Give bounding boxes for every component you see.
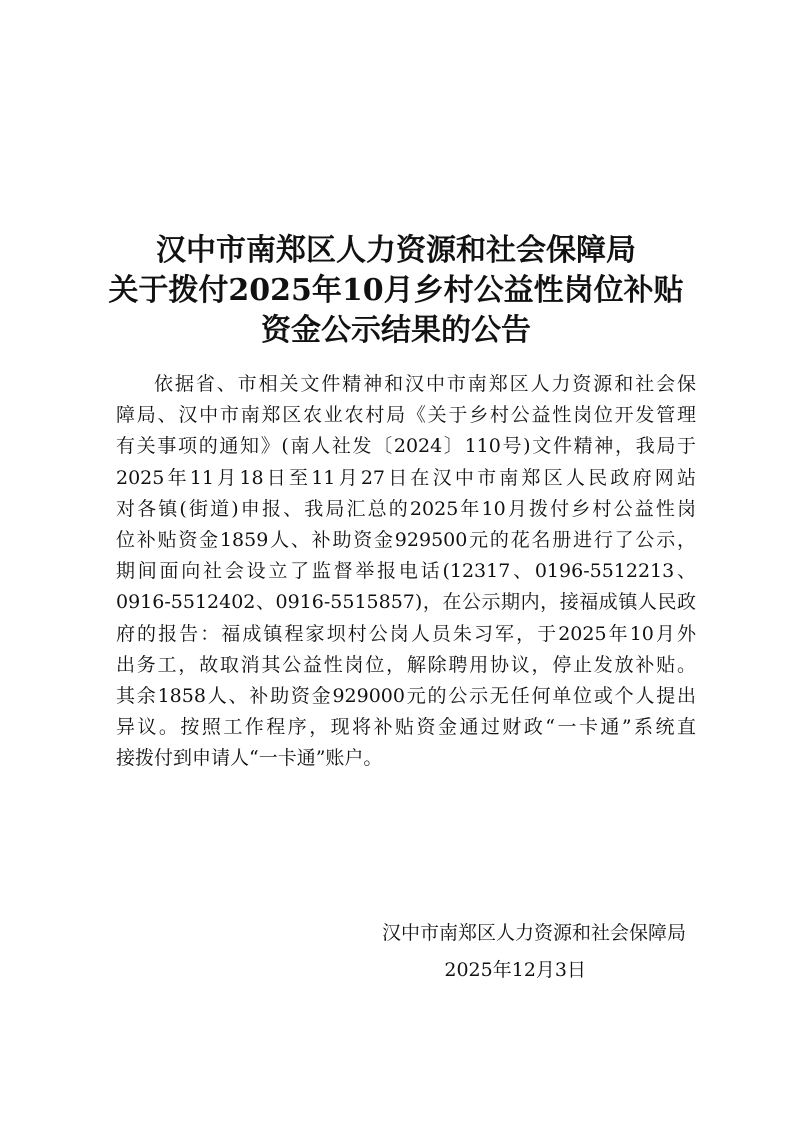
body-line-13: 接拨付到申请人“一卡通”账户。 xyxy=(116,747,383,770)
body-line-6: 位补贴资金1859人、补助资金929500元的花名册进行了公示， xyxy=(116,528,696,551)
body-line-12: 异议。按照工作程序，现将补贴资金通过财政“一卡通”系统直 xyxy=(116,716,696,739)
signature-organization: 汉中市南郑区人力资源和社会保障局 xyxy=(381,922,686,944)
body-line-2: 障局、汉中市南郑区农业农村局《关于乡村公益性岗位开发管理 xyxy=(116,404,696,427)
signature-block xyxy=(0,915,686,989)
body-line-7: 期间面向社会设立了监督举报电话(12317、0196-5512213、 xyxy=(116,560,696,583)
body-line-1: 依据省、市相关文件精神和汉中市南郑区人力资源和社会保 xyxy=(154,373,696,395)
body-line-4: 2025年11月18日至11月27日在汉中市南郑区人民政府网站 xyxy=(116,466,696,489)
body-line-11: 其余1858人、补助资金929000元的公示无任何单位或个人提出 xyxy=(116,684,696,707)
title-line-3: 资金公示结果的公告 xyxy=(261,313,531,348)
title-line-2: 关于拨付2025年10月乡村公益性岗位补贴 xyxy=(108,273,684,308)
title-line-1: 汉中市南郑区人力资源和社会保障局 xyxy=(156,233,636,268)
document-title xyxy=(0,231,792,351)
body-line-5: 对各镇(街道)申报、我局汇总的2025年10月拨付乡村公益性岗 xyxy=(116,497,696,520)
body-line-3: 有关事项的通知》(南人社发〔2024〕110号)文件精神，我局于 xyxy=(116,435,696,458)
body-line-8: 0916-5512402、0916-5515857)，在公示期内，接福成镇人民政 xyxy=(116,591,696,614)
body-line-10: 出务工，故取消其公益性岗位，解除聘用协议，停止发放补贴。 xyxy=(116,653,696,676)
signature-date: 2025年12月3日 xyxy=(444,959,586,981)
document-body xyxy=(116,369,696,774)
body-line-9: 府的报告：福成镇程家坝村公岗人员朱习军，于2025年10月外 xyxy=(116,622,696,645)
